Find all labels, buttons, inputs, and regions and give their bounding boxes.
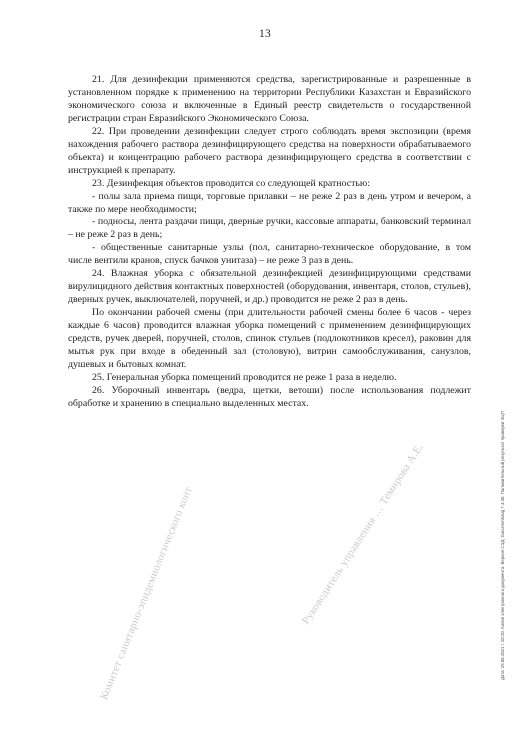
- paragraph-24: 24. Влажная уборка с обязательной дезинфекцией дезинфицирующими средствами вирулицидного действия контактных поверхностей (оборудования, инвентаря, столов, стульев), дверных ручек, выключателей, поручней, и др.) проводится не реже 2 раз в день.: [68, 268, 471, 306]
- paragraph-22: 22. При проведении дезинфекции следует строго соблюдать время экспозиции (время нахождения рабочего раствора дезинфицирующего средства на поверхности обрабатываемого объекта) и концентрацию рабочего раствора дезинфицирующего средства в соответствии с инструкцией к препарату.: [68, 125, 471, 176]
- paragraph-25: 25. Генеральная уборка помещений проводится не реже 1 раза в неделю.: [92, 371, 397, 383]
- page-number: 13: [258, 28, 272, 40]
- edoc-side-note: Дата: 25.08.2021 г. 20:20. Копия электронного документа. Версия СЭД: Documentolog 7.4.30. Положительный результат проверки ЭЦП: [500, 411, 505, 680]
- list-item-sanitary: - общественные санитарные узлы (пол, санитарно-техническое оборудование, в том числе вентили кранов, спуск бачков унитаза) – не реже 3 раз в день.: [68, 242, 471, 267]
- paragraph-26: 26. Уборочный инвентарь (ведра, щетки, ветоши) после использования подлежит обработке и хранению в специально выделенных местах.: [68, 384, 471, 409]
- watermark-stamp-left: Комитет санитарно-эпидемиологического конт: [98, 485, 195, 702]
- list-item-floors: - полы зала приема пищи, торговые прилавки – не реже 2 раз в день утром и вечером, а также по мере необходимости;: [68, 190, 471, 215]
- list-item-trays: - подносы, лента раздачи пищи, дверные ручки, кассовые аппараты, банковский терминал – не реже 2 раз в день;: [68, 216, 471, 241]
- watermark-stamp-right: Руководитель управления … Темирова А.Е.: [300, 441, 426, 627]
- paragraph-23: 23. Дезинфекция объектов проводится со следующей кратностью:: [92, 177, 370, 189]
- paragraph-shift-end: По окончании рабочей смены (при длительности рабочей смены более 6 часов - через каждые 6 часов) проводится влажная уборка помещений с применением дезинфицирующих средств, ручек дверей, поручней, столов, спинок стульев (подлокотников кресел), раковин для мытья рук при входе в обеденный зал (столовую), витрин самообслуживания, санузлов, душевых и бытовых комнат.: [68, 307, 471, 370]
- paragraph-21: 21. Для дезинфекции применяются средства, зарегистрированные и разрешенные в установленном порядке к применению на территории Республики Казахстан и Евразийского экономического союза и включенные в Единый реестр свидетельств о государственной регистрации стран Евразийского Экономического Союза.: [68, 74, 471, 124]
- document-body: [68, 74, 471, 411]
